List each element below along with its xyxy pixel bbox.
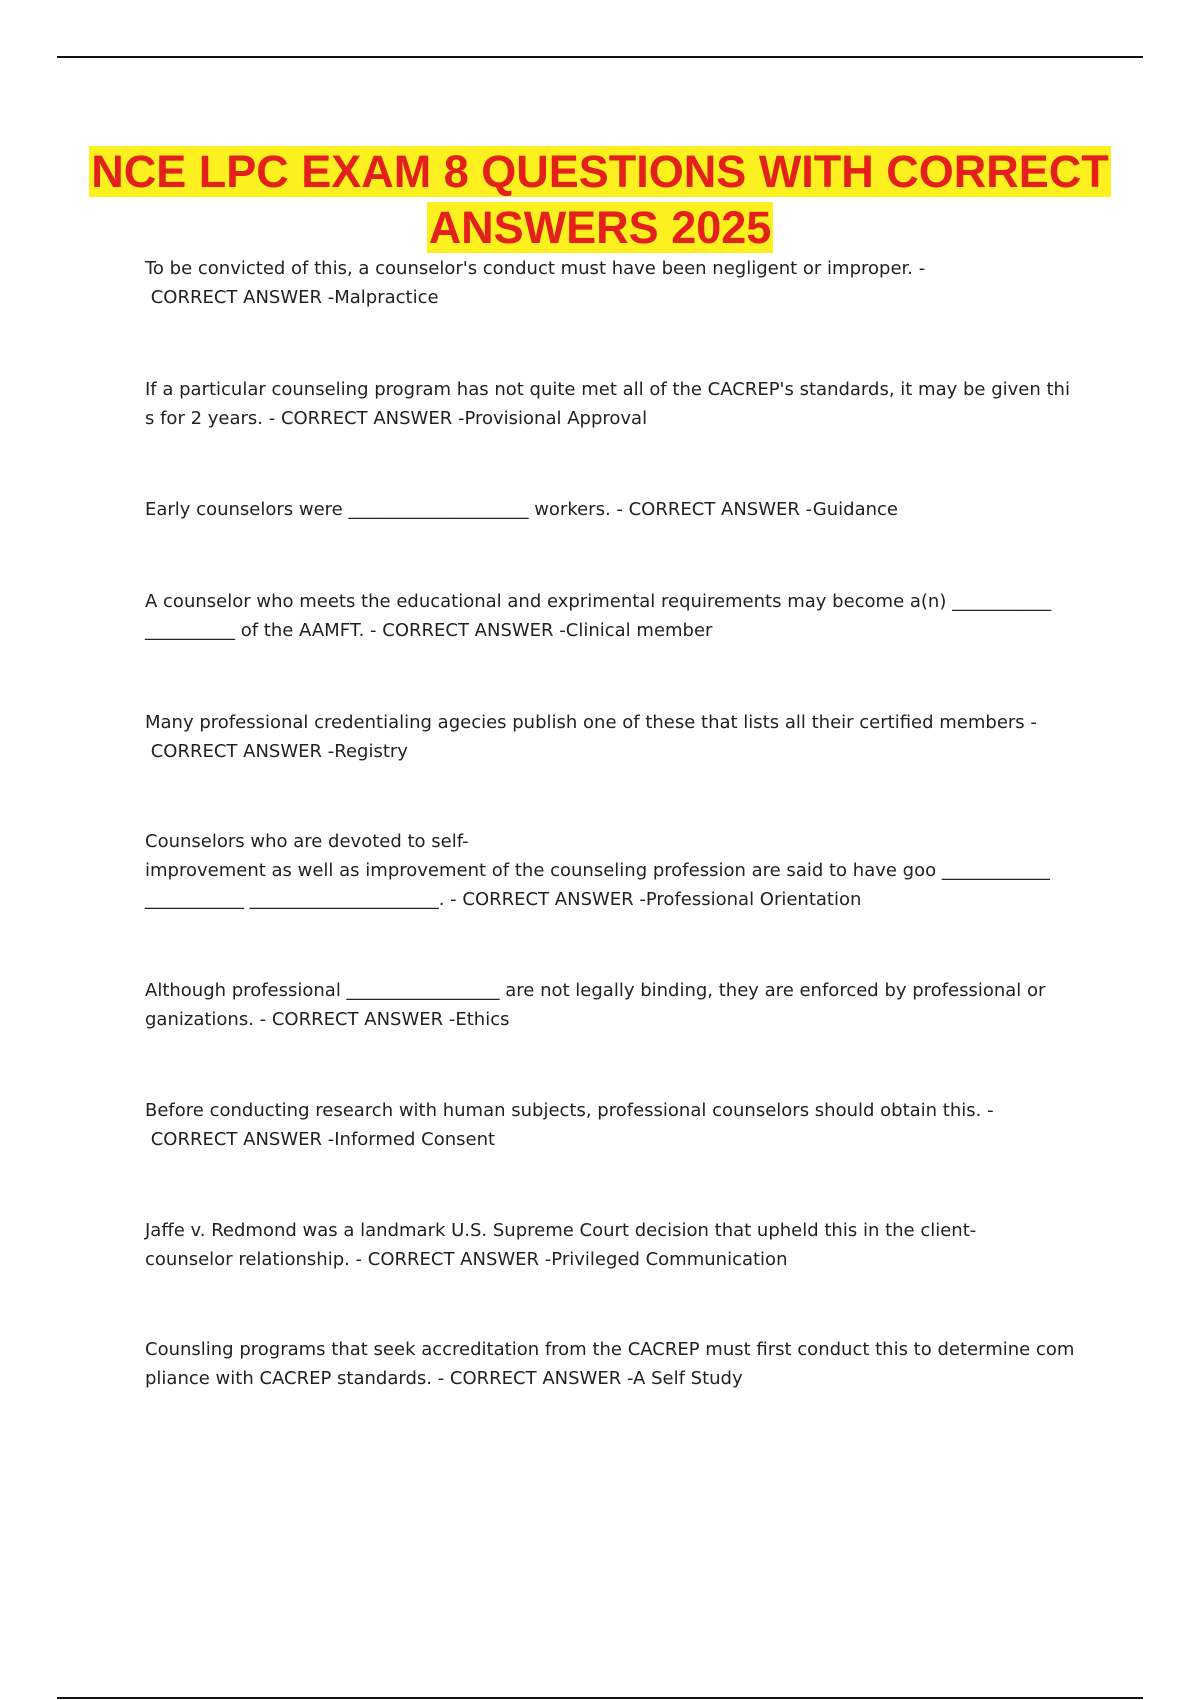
document-title: NCE LPC EXAM 8 QUESTIONS WITH CORRECT ANSWERS 2025 (91, 146, 1109, 253)
qa-item-2: If a particular counseling program has not quite met all of the CACREP's standards, it may be given thi s for 2 years. - CORRECT ANSWER -Provisional Approval (145, 379, 1070, 429)
qa-item-10: Counsling programs that seek accreditation from the CACREP must first conduct this to determine com pliance with CACREP standards. - CORRECT ANSWER -A Self Study (145, 1339, 1075, 1389)
qa-item-5: Many professional credentialing agecies publish one of these that lists all their certified members - CORRECT ANSWER -Registry (145, 712, 1037, 762)
qa-item-1: To be convicted of this, a counselor's conduct must have been negligent or improper. - CORRECT ANSWER -Malpractice (145, 258, 926, 308)
qa-item-3: Early counselors were ____________________ workers. - CORRECT ANSWER -Guidance (145, 499, 898, 520)
qa-item-7: Although professional _________________ are not legally binding, they are enforced by professional or ganizations. - CORRECT ANSWER -Ethics (145, 980, 1046, 1030)
qa-item-8: Before conducting research with human subjects, professional counselors should obtain this. - CORRECT ANSWER -Informed Consent (145, 1100, 994, 1150)
title-block (60, 144, 1140, 256)
top-rule (57, 56, 1143, 58)
qa-item-6: Counselors who are devoted to self- improvement as well as improvement of the counseling profession are said to have goo ____________ ___________ _____________________. - CORRECT ANSWER -Professional Orientation (145, 831, 1050, 910)
bottom-rule (57, 1697, 1143, 1699)
qa-item-9: Jaffe v. Redmond was a landmark U.S. Supreme Court decision that upheld this in the client- counselor relationship. - CORRECT ANSWER -Privileged Communication (145, 1220, 977, 1270)
qa-item-4: A counselor who meets the educational and exprimental requirements may become a(n) ___________ __________ of the AAMFT. - CORRECT ANSWER -Clinical member (145, 591, 1052, 641)
